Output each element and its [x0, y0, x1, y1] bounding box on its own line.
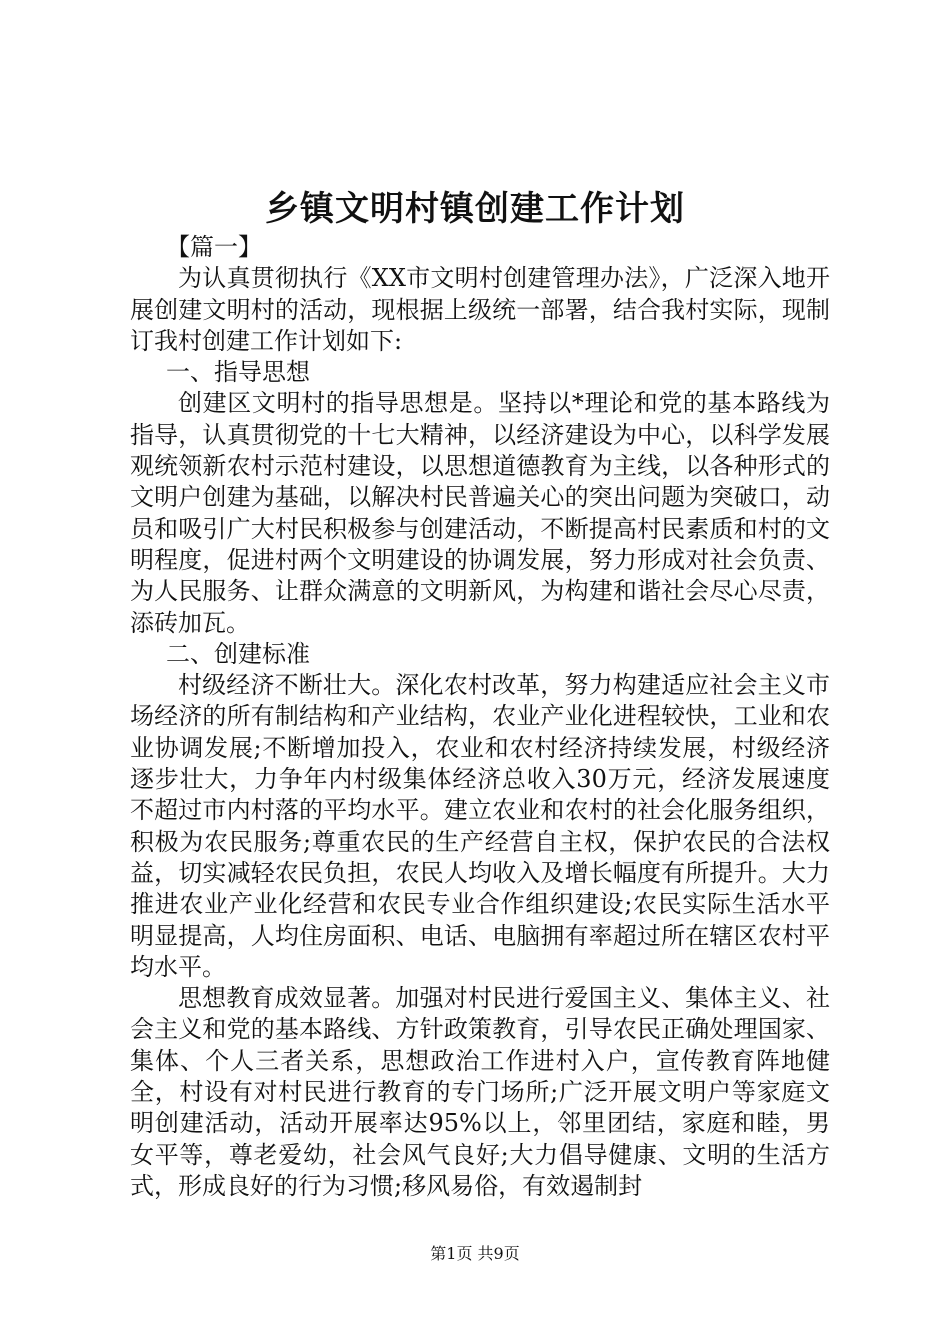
section-heading: 一、指导思想	[166, 358, 310, 387]
body-paragraph: 为认真贯彻执行《XX市文明村创建管理办法》，广泛深入地开展创建文明村的活动，现根据上级统一部署，结合我村实际，现制订我村创建工作计划如下:	[130, 264, 830, 355]
body-paragraph: 创建区文明村的指导思想是。坚持以*理论和党的基本路线为指导，认真贯彻党的十七大精神，以经济建设为中心，以科学发展观统领新农村示范村建设，以思想道德教育为主线，以各种形式的文明户创建为基础，以解决村民普遍关心的突出问题为突破口，动员和吸引广大村民积极参与创建活动，不断提高村民素质和村的文明程度，促进村两个文明建设的协调发展，努力形成对社会负责、为人民服务、让群众满意的文明新风，为构建和谐社会尽心尽责，添砖加瓦。	[130, 389, 830, 637]
document-body	[130, 232, 830, 1202]
body-paragraph: 村级经济不断壮大。深化农村改革，努力构建适应社会主义市场经济的所有制结构和产业结构，农业产业化进程较快，工业和农业协调发展;不断增加投入，农业和农村经济持续发展，村级经济逐步壮大，力争年内村级集体经济总收入30万元，经济发展速度不超过市内村落的平均水平。建立农业和农村的社会化服务组织，积极为农民服务;尊重农民的生产经营自主权，保护农民的合法权益，切实减轻农民负担，农民人均收入及增长幅度有所提升。大力推进农业产业化经营和农民专业合作组织建设;农民实际生活水平明显提高，人均住房面积、电话、电脑拥有率超过所在辖区农村平均水平。	[130, 671, 830, 981]
page-indicator: 第1页 共9页	[430, 1244, 520, 1263]
body-paragraph: 思想教育成效显著。加强对村民进行爱国主义、集体主义、社会主义和党的基本路线、方针政策教育，引导农民正确处理国家、集体、个人三者关系，思想政治工作进村入户，宣传教育阵地健全，村设有对村民进行教育的专门场所;广泛开展文明户等家庭文明创建活动，活动开展率达95%以上，邻里团结，家庭和睦，男女平等，尊老爱幼，社会风气良好;大力倡导健康、文明的生活方式，形成良好的行为习惯;移风易俗，有效遏制封	[130, 984, 830, 1200]
section-heading: 二、创建标准	[166, 639, 310, 668]
section-label: 【篇一】	[166, 233, 262, 261]
document-title: 乡镇文明村镇创建工作计划	[265, 189, 685, 229]
